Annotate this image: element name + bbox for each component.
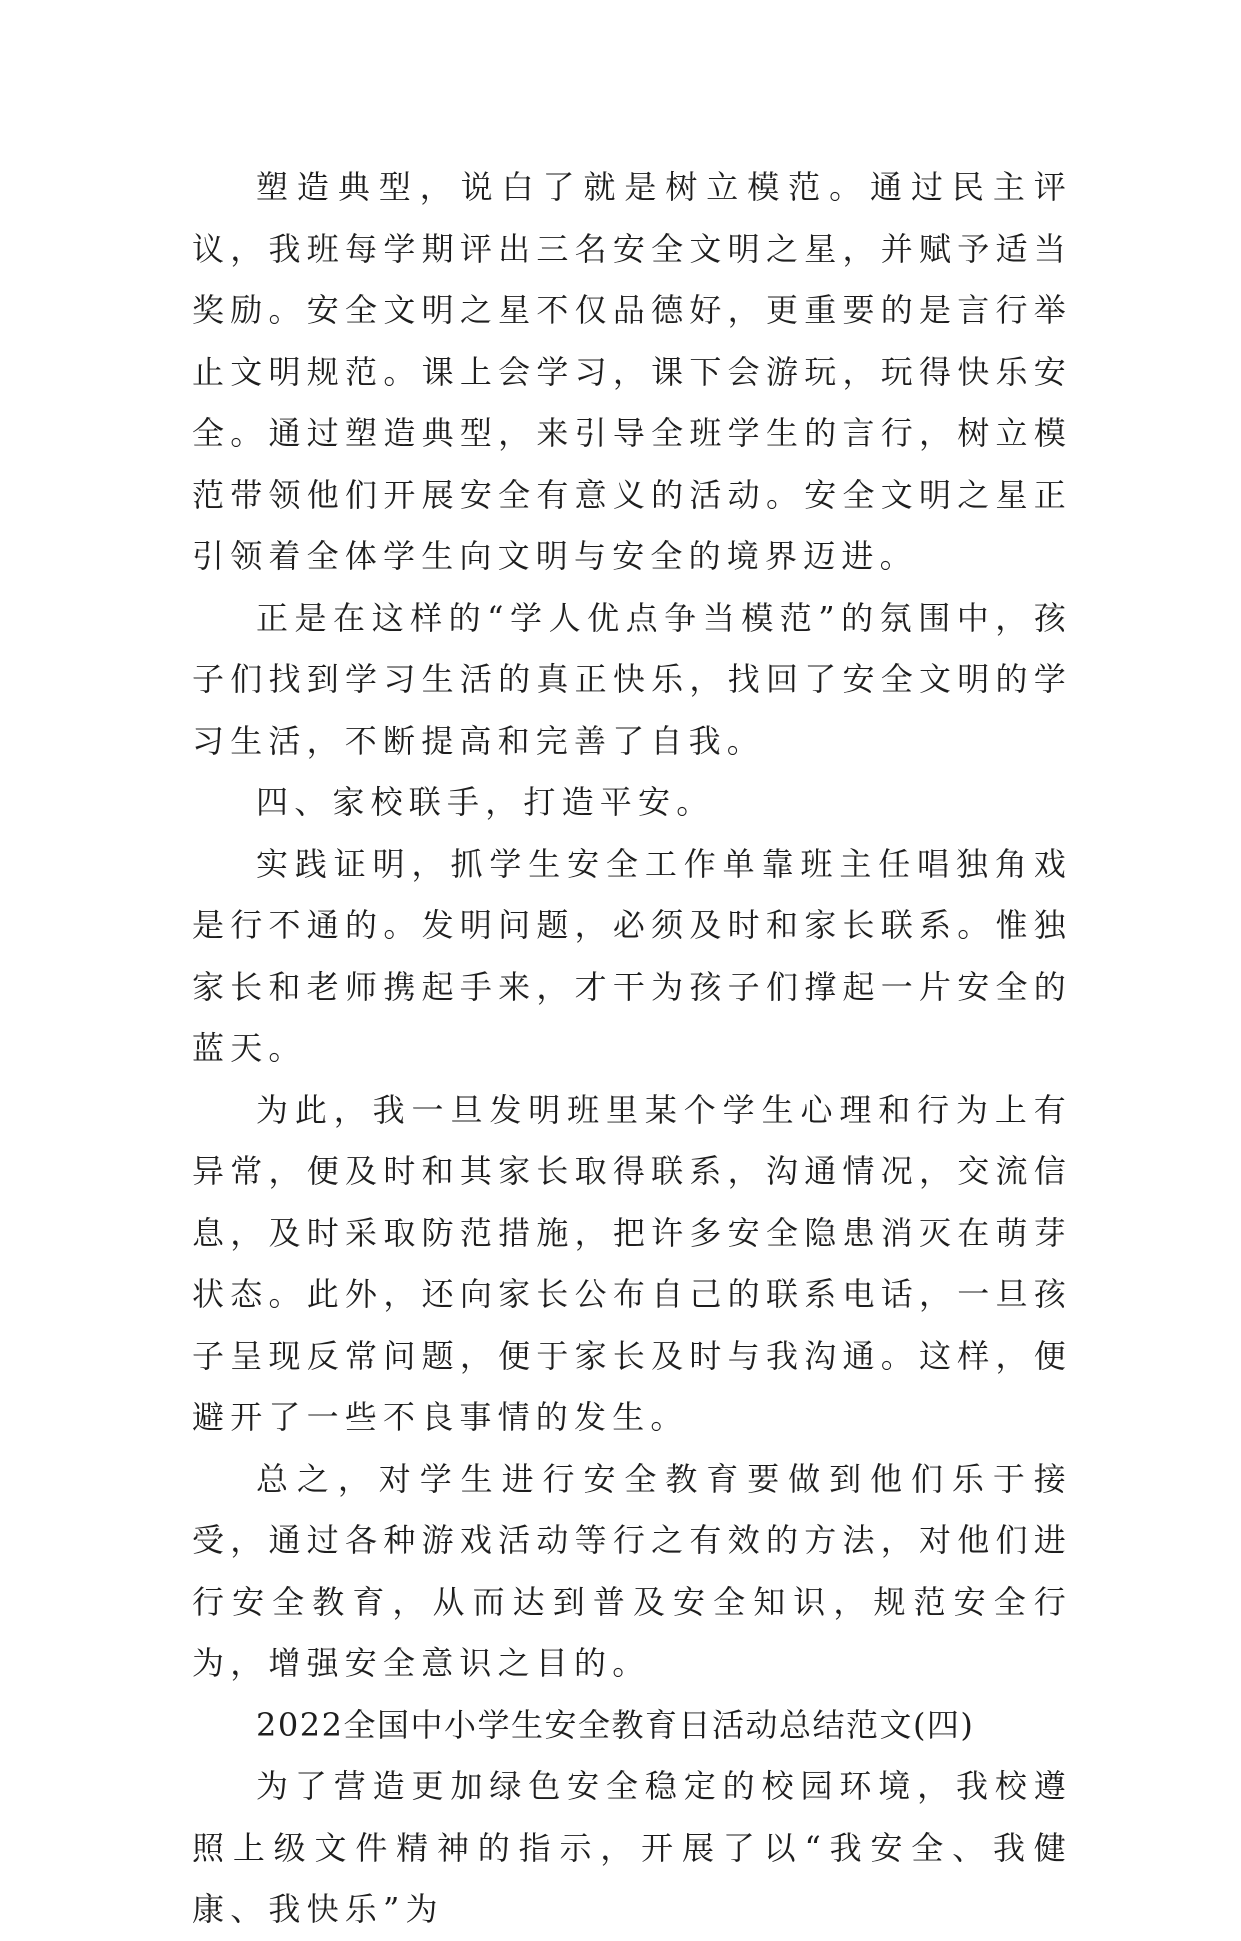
paragraph-practice-proves: 实践证明，抓学生安全工作单靠班主任唱独角戏是行不通的。发明问题，必须及时和家长联系。惟独家长和老师携起手来，才干为孩子们撑起一片安全的蓝天。 (192, 844, 1072, 1067)
section-heading-home-school: 四、家校联手，打造平安。 (256, 783, 715, 821)
article-title-part-four: 2022全国中小学生安全教育日活动总结范文(四) (256, 1705, 975, 1744)
paragraph-contact-parents: 为此，我一旦发明班里某个学生心理和行为上有异常，便及时和其家长取得联系，沟通情况，交流信息，及时采取防范措施，把许多安全隐患消灭在萌芽状态。此外，还向家长公布自己的联系电话，一旦孩子呈现反常问题，便于家长及时与我沟通。这样，便避开了一些不良事情的发生。 (192, 1090, 1072, 1436)
paragraph-campus-environment: 为了营造更加绿色安全稳定的校园环境，我校遵照上级文件精神的指示，开展了以“我安全、我健康、我快乐”为 (192, 1767, 1072, 1928)
paragraph-atmosphere: 正是在这样的“学人优点争当模范”的氛围中，孩子们找到学习生活的真正快乐，找回了安全文明的学习生活，不断提高和完善了自我。 (192, 598, 1072, 760)
paragraph-model-students: 塑造典型，说白了就是树立模范。通过民主评议，我班每学期评出三名安全文明之星，并赋予适当奖励。安全文明之星不仅品德好，更重要的是言行举止文明规范。课上会学习，课下会游玩，玩得快乐安全。通过塑造典型，来引导全班学生的言行，树立模范带领他们开展安全有意义的活动。安全文明之星正引领着全体学生向文明与安全的境界迈进。 (192, 168, 1072, 575)
paragraph-conclusion: 总之，对学生进行安全教育要做到他们乐于接受，通过各种游戏活动等行之有效的方法，对他们进行安全教育，从而达到普及安全知识，规范安全行为，增强安全意识之目的。 (192, 1459, 1072, 1682)
document-body (192, 157, 1072, 1941)
